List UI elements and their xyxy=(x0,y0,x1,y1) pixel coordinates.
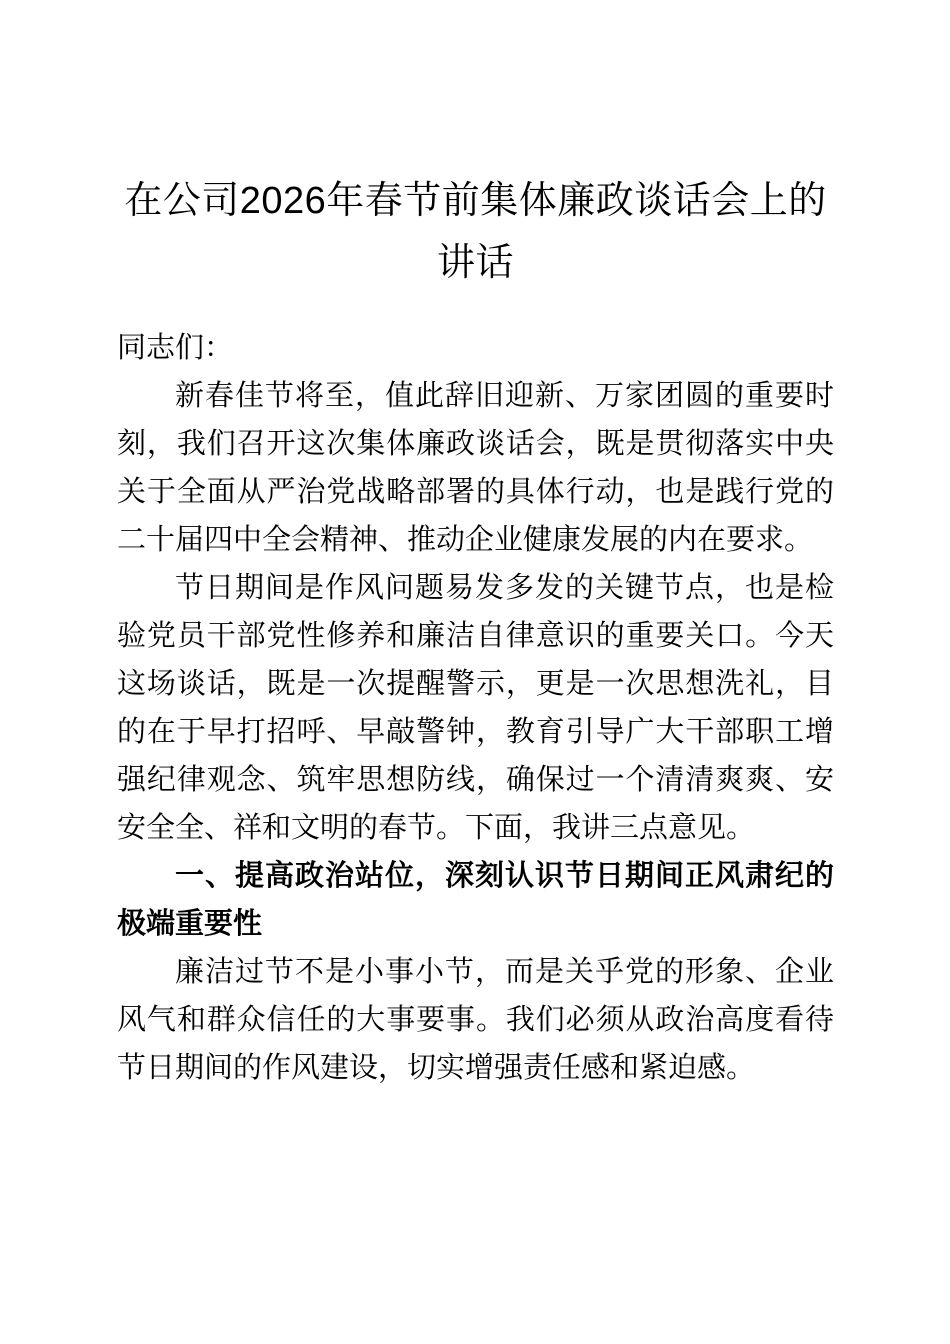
body-paragraph: 节日期间是作风问题易发多发的关键节点，也是检验党员干部党性修养和廉洁自律意识的重要关口。今天这场谈话，既是一次提醒警示，更是一次思想洗礼，目的在于早打招呼、早敲警钟，教育引导广大干部职工增强纪律观念、筑牢思想防线，确保过一个清清爽爽、安安全全、祥和文明的春节。下面，我讲三点意见。 xyxy=(117,572,834,844)
body-paragraph: 廉洁过节不是小事小节，而是关乎党的形象、企业风气和群众信任的大事要事。我们必须从政治高度看待节日期间的作风建设，切实增强责任感和紧迫感。 xyxy=(117,956,834,1084)
salutation: 同志们： xyxy=(117,332,234,364)
body-paragraph: 新春佳节将至，值此辞旧迎新、万家团圆的重要时刻，我们召开这次集体廉政谈话会，既是贯彻落实中央关于全面从严治党战略部署的具体行动，也是践行党的二十届四中全会精神、推动企业健康发展的内在要求。 xyxy=(117,380,834,556)
section-heading: 一、提高政治站位，深刻认识节日期间正风肃纪的极端重要性 xyxy=(117,860,834,940)
document-title: 在公司2026年春节前集体廉政谈话会上的讲话 xyxy=(124,180,827,284)
document-body xyxy=(117,0,834,1092)
document-content xyxy=(117,372,834,1092)
